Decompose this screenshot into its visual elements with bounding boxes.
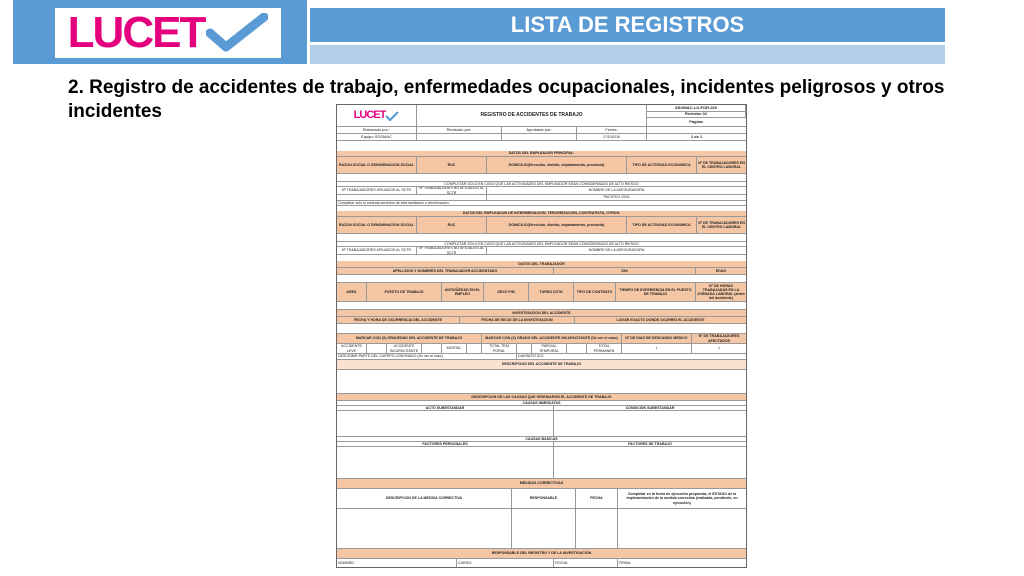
col-edad: EDAD bbox=[696, 268, 746, 274]
leve-option: ACCIDENTE LEVE bbox=[337, 344, 367, 353]
blank-row bbox=[337, 275, 746, 282]
fecha-field: FECHA: bbox=[554, 559, 618, 567]
col-puesto: PUESTO DE TRABAJO bbox=[367, 283, 442, 301]
col-dni: DNI bbox=[554, 268, 696, 274]
equipo-value: Equipo SSOMAC bbox=[337, 134, 417, 140]
col-gravedad: MARCAR CON (X) GRAVEDAD DEL ACCIDENTE DE TRABAJO bbox=[337, 334, 482, 343]
factores-personales: FACTORES PERSONALES bbox=[337, 442, 554, 446]
condicion-body bbox=[554, 411, 746, 436]
dias-value: 1 bbox=[622, 344, 692, 353]
revisado-label: Revisado por: bbox=[417, 127, 502, 133]
col-razon-2: RAZON SOCIAL O DENOMINACION SOCIAL bbox=[337, 217, 417, 233]
form-logo bbox=[337, 105, 417, 126]
form-checkmark-icon bbox=[385, 111, 399, 121]
descripcion-header: DESCRIPCION DEL ACCIDENTE DE TRABAJO bbox=[337, 360, 746, 369]
col-actividad-2: TIPO DE ACTIVIDAD ECONOMICA bbox=[627, 217, 697, 233]
mortal-check bbox=[467, 344, 482, 353]
blank-cell bbox=[567, 344, 587, 353]
trabajo-body bbox=[554, 447, 746, 478]
form-logo-text: LUCET bbox=[353, 109, 386, 122]
alto-riesgo-note-2: COMPLETAR SOLO EN CASO QUE LAS ACTIVIDADES DEL EMPLEADOR SEAN CONSIDERADAS DE ALTO RIESGO bbox=[444, 242, 639, 246]
elaborado-label: Elaborado por : bbox=[337, 127, 417, 133]
no-afiliados-label: Nº TRABAJADORES NO AFILIADOS AL SCTR bbox=[417, 187, 487, 194]
responsable-body bbox=[512, 509, 576, 548]
acto-body bbox=[337, 411, 554, 436]
blank-cell bbox=[517, 344, 532, 353]
aseguradora-value: PACIFICO VIDA bbox=[603, 195, 630, 200]
section-heading: 2. Registro de accidentes de trabajo, enfermedades ocupacionales, incidentes peligrosos y otros incidentes bbox=[68, 77, 945, 122]
alto-riesgo-note: COMPLETAR SOLO EN CASO QUE LAS ACTIVIDADES DEL EMPLEADOR SEAN CONSIDERADAS DE ALTO RIESGO bbox=[444, 182, 639, 186]
logo-text: LUCET bbox=[67, 8, 205, 57]
fecha-body bbox=[576, 509, 618, 548]
col-desc-medida: DESCRIPCION DE LA MEDIDA CORRECTIVA bbox=[337, 489, 512, 508]
personales-body bbox=[337, 447, 554, 478]
diagnostico-label: DIAGNOSTICO: bbox=[518, 354, 545, 359]
afectados-value: 1 bbox=[718, 346, 720, 351]
blank-row bbox=[337, 324, 746, 333]
col-actividad: TIPO DE ACTIVIDAD ECONOMICA bbox=[627, 157, 697, 173]
checkmark-icon bbox=[206, 13, 268, 53]
col-dias: Nº DE DIAS DE DESCANSO MEDICO bbox=[622, 334, 692, 343]
col-experiencia: TIEMPO DE EXPERIENCIA EN EL PUESTO DE TRABAJO bbox=[616, 283, 696, 301]
condicion-subestandar: CONDICIÓN SUBESTANDAR bbox=[625, 406, 675, 410]
section-trabajador: DATOS DEL TRABAJADOR bbox=[337, 261, 746, 267]
leve-check bbox=[367, 344, 387, 353]
blank-row bbox=[337, 234, 746, 241]
col-fecha-medida: FECHA bbox=[576, 489, 618, 508]
blank-row bbox=[337, 174, 746, 181]
mortal-option: MORTAL bbox=[442, 344, 467, 353]
col-turno: TURNO D/T/N bbox=[529, 283, 574, 301]
col-estado: Completar en la fecha de ejecución propuesta, el ESTADO de la implementación de la medida correctiva (realizada, pendiente, en ejecución) bbox=[626, 492, 738, 505]
blank-row bbox=[337, 302, 746, 309]
col-ruc: RUC bbox=[417, 157, 487, 173]
blank-cell bbox=[647, 127, 746, 133]
section-empleador: DATOS DEL EMPLEADOR PRINCIPAL: bbox=[337, 151, 746, 156]
blank-cell bbox=[502, 134, 577, 140]
accident-register-form bbox=[336, 104, 747, 568]
col-ruc-2: RUC bbox=[417, 217, 487, 233]
col-fecha-hora: FECHA Y HORA DE OCURRENCIA DEL ACCIDENTE bbox=[337, 317, 460, 323]
col-num-trab: Nº DE TRABAJADORES EN EL CENTRO LABORAL bbox=[697, 157, 746, 173]
col-num-trab-2: Nº DE TRABAJADORES EN EL CENTRO LABORAL bbox=[697, 217, 746, 233]
incapacitante-check bbox=[422, 344, 442, 353]
causas-basicas: CAUSAS BÁSICAS bbox=[525, 437, 558, 441]
col-domicilio-2: DOMICILIO(Dirección, distrito, departamento, provincia) bbox=[487, 217, 627, 233]
col-fecha-inicio: FECHA DE INICIO DE LA INVESTIGACION bbox=[460, 317, 575, 323]
form-title: REGISTRO DE ACCIDENTES DE TRABAJO bbox=[417, 105, 647, 126]
form-revision: Revisión 02 bbox=[647, 112, 746, 119]
col-incapacidad: MARCAR CON (X) GRADO DEL ACCIDENTE INCAPACITANTE (De ser el caso) bbox=[482, 334, 622, 343]
section-investigacion: INVESTIGACION DEL ACCIDENTE bbox=[337, 310, 746, 316]
factores-trabajo: FACTORES DE TRABAJO bbox=[628, 442, 672, 446]
causas-header: DESCRIPCION DE LAS CAUSAS QUE ORIGINARON EL ACCIDENTE DE TRABAJO bbox=[337, 394, 746, 400]
col-lugar: LUGAR EXACTO DONDE OCURRIÓ EL ACCIDENTE bbox=[575, 317, 746, 323]
title-subbar bbox=[310, 45, 945, 64]
aseguradora-label-2: NOMBRE DE LA ASEGURADORA bbox=[588, 248, 645, 253]
no-afiliados-label-2: Nº TRABAJADORES NO AFILIADOS AL SCTR bbox=[417, 247, 487, 254]
incapacitante-option: ACCIDENTE INCAPACITANTE bbox=[387, 344, 422, 353]
col-afectados: Nº DE TRABAJADORES AFECTADOS bbox=[692, 334, 746, 343]
pagina-value: 1 de 1 bbox=[690, 134, 703, 139]
col-domicilio: DOMICILIO(Dirección, distrito, departamento, provincia) bbox=[487, 157, 627, 173]
logo-panel bbox=[13, 0, 307, 64]
col-apellidos: APELLIDOS Y NOMBRES DEL TRABAJADOR ACCIDENTADO bbox=[337, 268, 554, 274]
firma-field: FIRMA: bbox=[619, 560, 632, 565]
lucet-logo bbox=[55, 8, 281, 58]
responsable-header: RESPONSABLE DEL REGISTRO Y DE LA INVESTIGACION bbox=[337, 549, 746, 558]
col-area: AREA bbox=[337, 283, 367, 301]
blank-cell bbox=[417, 134, 502, 140]
col-responsable: RESPONSABLE bbox=[512, 489, 576, 508]
aseguradora-label: NOMBRE DE LA ASEGURADORA bbox=[588, 188, 645, 193]
fecha-value: 17/10/2016 bbox=[577, 134, 647, 140]
form-code: SSOMAC-LU-FOR-020 bbox=[647, 105, 746, 112]
col-sexo: SEXO F/M bbox=[484, 283, 529, 301]
col-antiguedad: ANTIGÜEDAD EN EL EMPLEO bbox=[442, 283, 484, 301]
cargo-field: CARGO: bbox=[457, 559, 554, 567]
col-contrato: TIPO DE CONTRATO bbox=[574, 283, 616, 301]
form-page-label: Pagina: bbox=[689, 119, 704, 125]
nombre-field: NOMBRE: bbox=[337, 559, 457, 567]
page-title: LISTA DE REGISTROS bbox=[310, 8, 945, 42]
medidas-header: MEDIDAS CORRECTIVAS bbox=[337, 479, 746, 488]
fecha-label: Fecha: bbox=[577, 127, 647, 133]
estado-body bbox=[618, 509, 746, 548]
parcial-temp-option: PARCIAL TEMPORAL bbox=[532, 344, 567, 353]
causas-inmediatas: CAUSAS INMEDIATAS bbox=[522, 401, 561, 405]
medida-body bbox=[337, 509, 512, 548]
col-horas: Nº DE HORAS TRABAJADAS EN LA JORNADA LABORAL (antes del accidente) bbox=[697, 283, 745, 301]
section-intermediacion: DATOS DEL EMPLEADOR DE INTERMEDIACION, TERCERIZACION, CONTRATISTA, OTROS: bbox=[337, 211, 746, 216]
acto-subestandar: ACTO SUBESTANDAR bbox=[337, 406, 554, 410]
parte-cuerpo-label: DESCRIBIR PARTE DEL CUERPO LESIONADO (De ser el caso) bbox=[337, 354, 517, 359]
total-perm-option: TOTAL PERMANEN bbox=[587, 344, 622, 353]
aprobado-label: Aprobado por: bbox=[502, 127, 577, 133]
intermediacion-note: Completar solo si contrata servicios de intermediación o tercerización: bbox=[338, 201, 450, 205]
col-razon: RAZON SOCIAL O DENOMINACION SOCIAL bbox=[337, 157, 417, 173]
total-temp-option: TOTAL TEM PORAL bbox=[482, 344, 517, 353]
afiliados-label: Nº TRABAJADORES AFILIADOS AL SCTR bbox=[337, 187, 417, 194]
descripcion-body bbox=[337, 370, 746, 393]
blank-cell bbox=[337, 195, 487, 200]
afiliados-label-2: Nº TRABAJADORES AFILIADOS AL SCTR bbox=[337, 247, 417, 254]
